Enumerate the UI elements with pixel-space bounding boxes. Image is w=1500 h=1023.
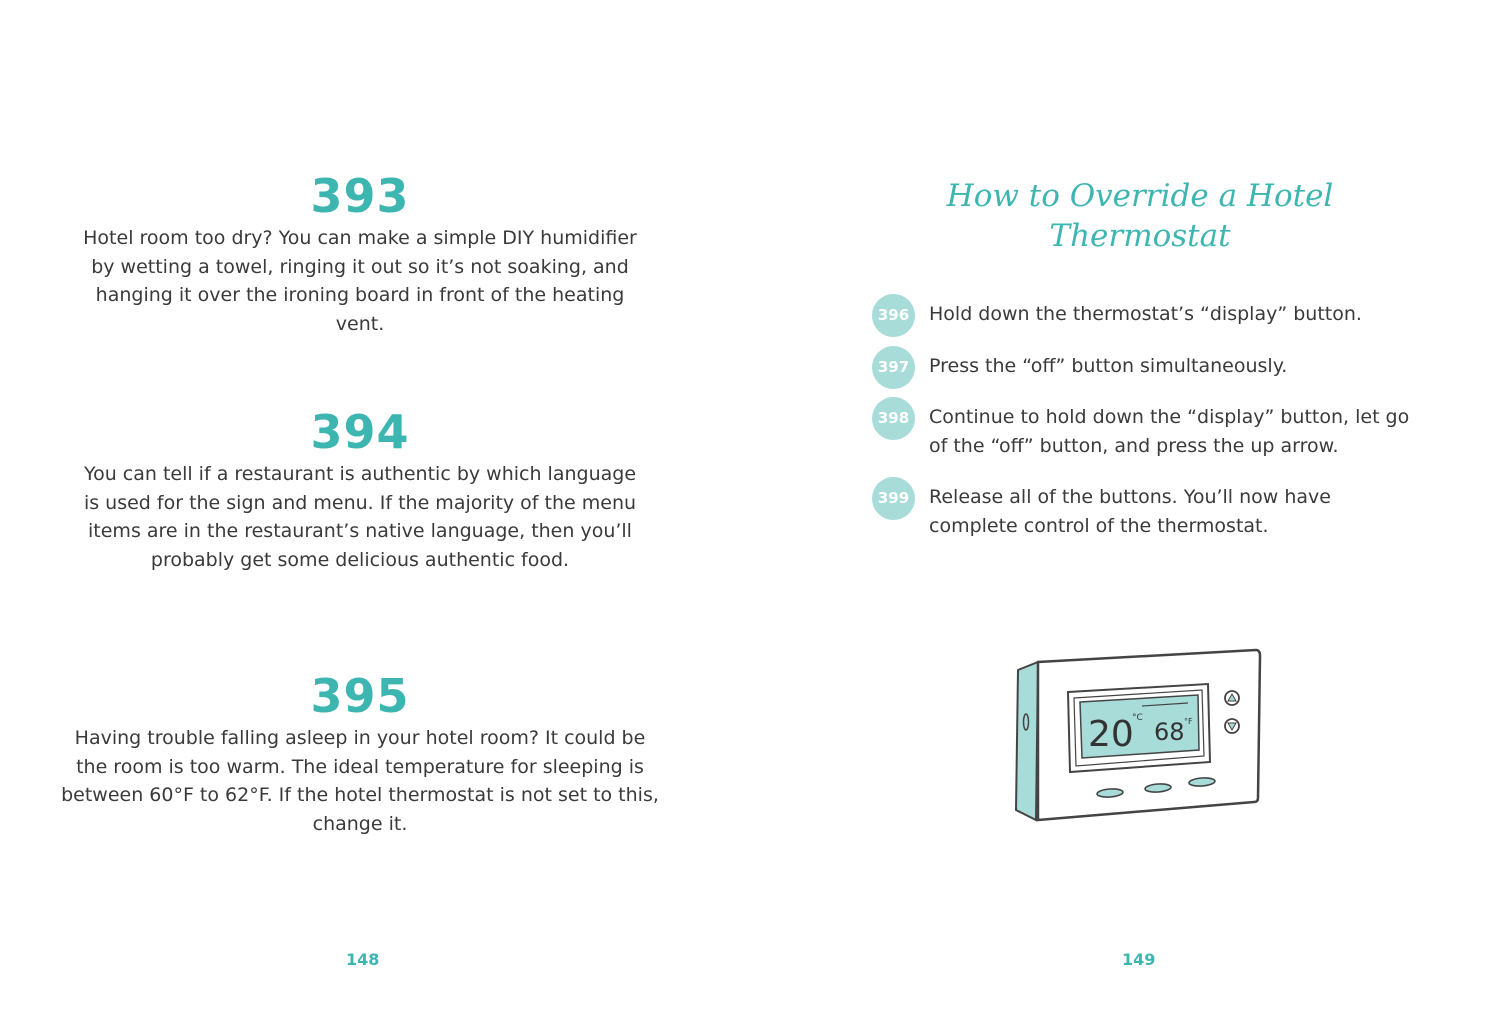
tip-number: 395 (310, 669, 410, 723)
tip-text: You can tell if a restaurant is authentic by which language is used for the sign and menu. If the majority of the menu items are in the restaurant’s native language, then you’ll probably get some delicious authentic food. (83, 463, 637, 571)
fahrenheit-reading: 68 (1154, 718, 1185, 746)
tip-394 (80, 405, 640, 574)
step-badge: 398 (872, 397, 915, 440)
step-399 (872, 483, 1412, 540)
section-title-line-2: Thermostat (1049, 218, 1231, 254)
section-title-line-1: How to Override a Hotel (946, 178, 1334, 214)
page-number: 149 (1122, 950, 1156, 969)
step-398 (872, 403, 1412, 460)
tip-393 (80, 169, 640, 338)
step-list (872, 300, 1412, 540)
thermostat-illustration (1010, 640, 1270, 830)
step-text: Continue to hold down the “display” button, let go of the “off” button, and press the up arrow. (929, 406, 1410, 457)
tip-text: Hotel room too dry? You can make a simple DIY humidifier by wetting a towel, ringing it out so it’s not soaking, and hanging it over the ironing board in front of the heating vent. (83, 227, 637, 335)
section-title (910, 176, 1370, 256)
tip-number: 394 (310, 405, 410, 459)
tip-395 (60, 669, 660, 838)
step-badge: 399 (872, 477, 915, 520)
step-text: Hold down the thermostat’s “display” button. (929, 303, 1362, 325)
page-number: 148 (346, 950, 380, 969)
tip-number: 393 (310, 169, 410, 223)
step-text: Release all of the buttons. You’ll now have complete control of the thermostat. (929, 486, 1331, 537)
left-page (0, 0, 740, 1023)
thermostat-side (1016, 662, 1038, 820)
right-page (760, 0, 1500, 1023)
step-badge: 397 (872, 346, 915, 389)
step-397 (872, 352, 1412, 381)
step-badge: 396 (872, 294, 915, 337)
step-text: Press the “off” button simultaneously. (929, 354, 1288, 377)
celsius-reading: 20 (1088, 714, 1134, 755)
fahrenheit-unit: °F (1184, 717, 1193, 726)
tip-text: Having trouble falling asleep in your hotel room? It could be the room is too warm. The ideal temperature for sleeping is between 60°F to 62°F. If the hotel thermostat is not set to this, change it. (61, 727, 659, 835)
celsius-unit: °C (1132, 713, 1143, 723)
step-396 (872, 300, 1412, 329)
